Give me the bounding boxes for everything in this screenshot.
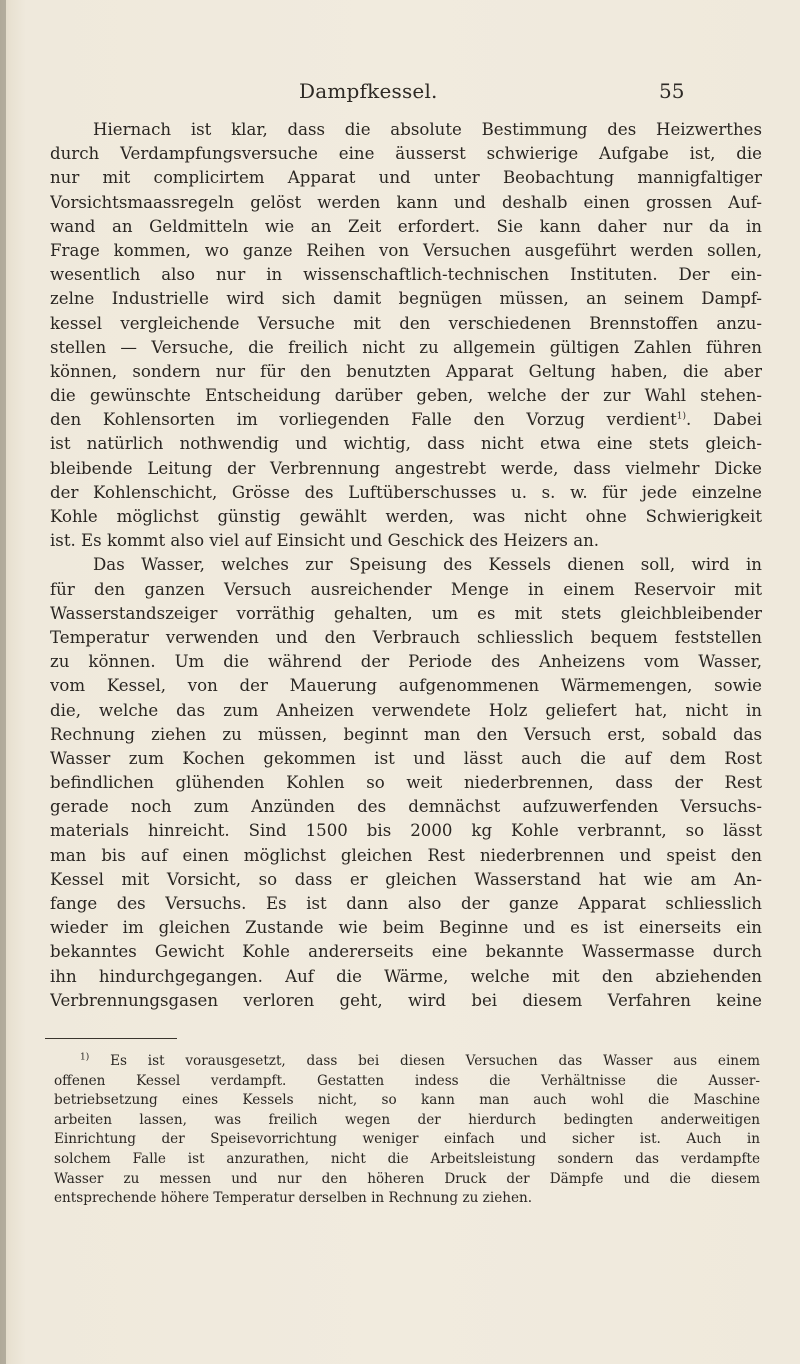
text-line: Wasser zum Kochen gekommen ist und lässt auch die auf dem Rost	[50, 748, 762, 768]
text-line: ihn hindurchgegangen. Auf die Wärme, welche mit den abziehenden	[50, 966, 762, 986]
text-line-with-footnote-ref	[50, 408, 762, 432]
text-line: fange des Versuchs. Es ist dann also der ganze Apparat schliesslich	[50, 894, 762, 913]
text-line: Rechnung ziehen zu müssen, beginnt man den Versuch erst, sobald das	[50, 724, 762, 744]
text-line: Das Wasser, welches zur Speisung des Kessels dienen soll, wird in	[93, 555, 762, 575]
text-line: stellen — Versuche, die freilich nicht zu allgemein gültigen Zahlen führen	[50, 337, 762, 357]
footnote-line: Wasser zu messen und nur den höheren Druck der Dämpfe und die diesem	[54, 1170, 760, 1187]
text-line: Hiernach ist klar, dass die absolute Bestimmung des Heizwerthes	[93, 120, 762, 139]
text-line: Kessel mit Vorsicht, so dass er gleichen Wasserstand hat wie am An-	[50, 869, 762, 889]
text-line: vom Kessel, von der Mauerung aufgenommenen Wärmemengen, sowie	[50, 676, 762, 696]
footnote	[54, 1052, 760, 1209]
footnote-line: entsprechende höhere Temperatur derselben in Rechnung zu ziehen.	[54, 1190, 533, 1207]
page-spine-shadow	[0, 0, 6, 1364]
body-text	[50, 118, 762, 1013]
footnote-line: Einrichtung der Speisevorrichtung weniger einfach und sicher ist. Auch in	[54, 1131, 760, 1148]
text-line: durch Verdampfungsversuche eine äusserst schwierige Aufgabe ist, die	[50, 144, 762, 164]
footnote-line: betriebsetzung eines Kessels nicht, so kann man auch wohl die Maschine	[54, 1092, 760, 1109]
text-line: Temperatur verwenden und den Verbrauch schliesslich bequem feststellen	[50, 627, 762, 647]
text-line: Wasserstandszeiger vorräthig gehalten, um es mit stets gleichbleibender	[50, 603, 762, 623]
footnote-line: offenen Kessel verdampft. Gestatten indess die Verhältnisse die Ausser-	[54, 1072, 760, 1089]
text-line: Verbrennungsgasen verloren geht, wird bei diesem Verfahren keine	[50, 990, 762, 1010]
footnote-line-text: Es ist vorausgesetzt, dass bei diesen Versuchen das Wasser aus einem	[110, 1053, 760, 1069]
text-line: können, sondern nur für den benutzten Apparat Geltung haben, die aber	[50, 361, 762, 381]
text-line: Kohle möglichst günstig gewählt werden, was nicht ohne Schwierigkeit	[50, 507, 762, 526]
footnote-reference[interactable]: 1)	[676, 411, 687, 422]
footnote-rule	[45, 1038, 177, 1039]
text-line-segment: den Kohlensorten im vorliegenden Falle den Vorzug verdient	[50, 410, 677, 430]
text-line: Vorsichtsmaassregeln gelöst werden kann und deshalb einen grossen Auf-	[50, 192, 762, 212]
footnote-line: arbeiten lassen, was freilich wegen der hierdurch bedingten anderweitigen	[54, 1111, 760, 1128]
text-line: Frage kommen, wo ganze Reihen von Versuchen ausgeführt werden sollen,	[50, 240, 762, 260]
running-title: Dampfkessel.	[299, 79, 438, 103]
text-line: die, welche das zum Anheizen verwendete Holz geliefert hat, nicht in	[50, 700, 762, 720]
text-line: bleibende Leitung der Verbrennung angestrebt werde, dass vielmehr Dicke	[50, 458, 762, 478]
text-line: die gewünschte Entscheidung darüber geben, welche der zur Wahl stehen-	[50, 386, 762, 406]
text-line: wieder im gleichen Zustande wie beim Beginne und es ist einerseits ein	[50, 918, 762, 938]
text-line: für den ganzen Versuch ausreichender Menge in einem Reservoir mit	[50, 579, 762, 599]
text-line: ist natürlich nothwendig und wichtig, dass nicht etwa eine stets gleich-	[50, 434, 762, 454]
text-line: materials hinreicht. Sind 1500 bis 2000 kg Kohle verbrannt, so lässt	[50, 821, 762, 841]
text-line: der Kohlenschicht, Grösse des Luftüberschusses u. s. w. für jede einzelne	[50, 482, 762, 502]
text-line: man bis auf einen möglichst gleichen Rest niederbrennen und speist den	[50, 845, 762, 865]
text-line: kessel vergleichende Versuche mit den verschiedenen Brennstoffen anzu-	[50, 313, 762, 333]
text-line: ist. Es kommt also viel auf Einsicht und Geschick des Heizers an.	[50, 531, 600, 551]
footnote-line: solchem Falle ist anzurathen, nicht die Arbeitsleistung sondern das verdampfte	[54, 1150, 760, 1167]
page-header	[0, 79, 800, 109]
text-line: zelne Industrielle wird sich damit begnügen müssen, an seinem Dampf-	[50, 289, 762, 309]
text-line: bekanntes Gewicht Kohle andererseits eine bekannte Wassermasse durch	[50, 942, 762, 962]
footnote-label: 1)	[80, 1052, 90, 1063]
text-line: befindlichen glühenden Kohlen so weit niederbrennen, dass der Rest	[50, 773, 762, 793]
text-line: wesentlich also nur in wissenschaftlich-technischen Instituten. Der ein-	[50, 265, 762, 285]
text-line: zu können. Um die während der Periode des Anheizens vom Wasser,	[50, 652, 762, 672]
page-number: 55	[659, 79, 685, 103]
footnote-line-with-label	[54, 1052, 760, 1072]
text-line: nur mit complicirtem Apparat und unter Beobachtung mannigfaltiger	[50, 168, 762, 188]
text-line-segment: . Dabei	[686, 410, 762, 430]
text-line: wand an Geldmitteln wie an Zeit erfordert. Sie kann daher nur da in	[50, 216, 762, 236]
text-line: gerade noch zum Anzünden des demnächst aufzuwerfenden Versuchs-	[50, 797, 762, 817]
